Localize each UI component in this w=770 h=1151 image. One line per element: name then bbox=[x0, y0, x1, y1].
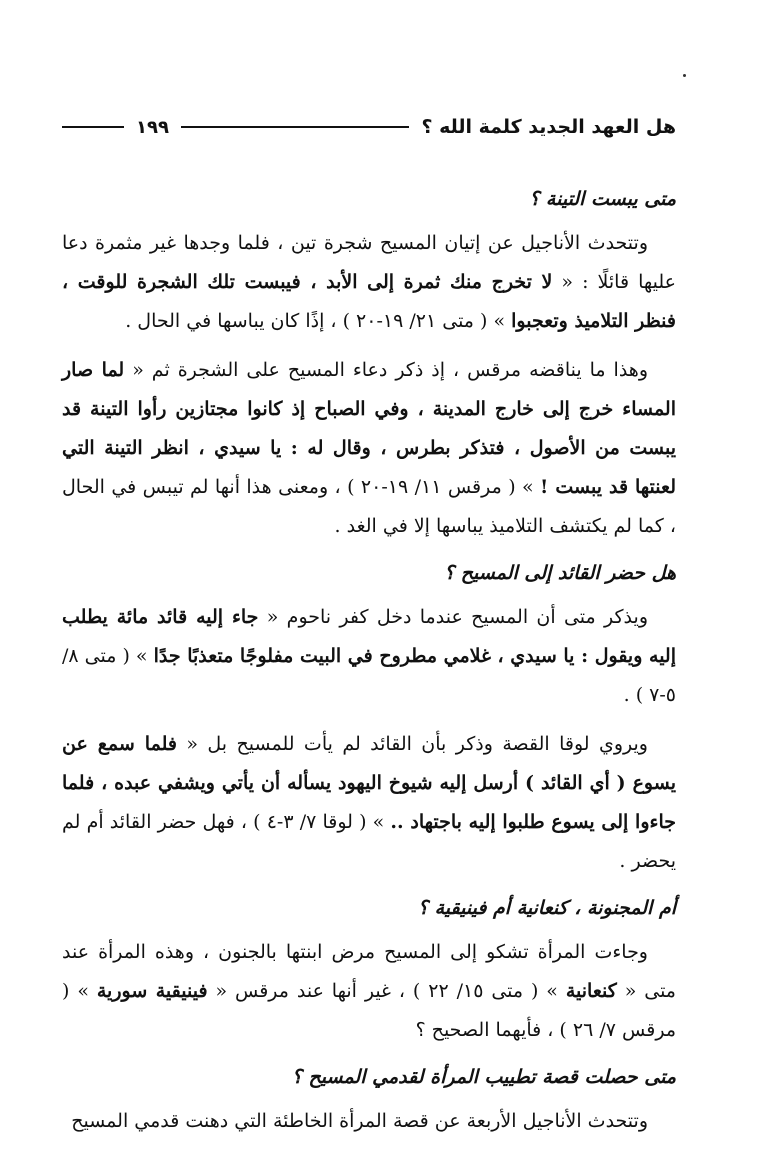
quoted-scripture: فينيقية سورية bbox=[96, 980, 208, 1002]
paragraph-text: ويروي لوقا القصة وذكر بأن القائد لم يأت للمسيح بل « bbox=[176, 733, 648, 755]
paragraph-text: وهذا ما يناقضه مرقس ، إذ ذكر دعاء المسيح على الشجرة ثم « bbox=[124, 359, 648, 381]
paragraph bbox=[62, 351, 676, 546]
paragraph bbox=[62, 224, 676, 341]
paragraph bbox=[62, 725, 676, 881]
page-body bbox=[62, 182, 676, 1151]
paragraph bbox=[62, 598, 676, 715]
paragraph-text: وتتحدث الأناجيل الأربعة عن قصة المرأة الخاطئة التي دهنت قدمي المسيح bbox=[71, 1110, 648, 1132]
section-heading: متى يبست التينة ؟ bbox=[529, 188, 676, 210]
section-heading: أم المجنونة ، كنعانية أم فينيقية ؟ bbox=[417, 897, 676, 919]
quoted-scripture: كنعانية bbox=[565, 980, 617, 1002]
paragraph-text: » ( متى ١٥/ ٢٢ ) ، غير أنها عند مرقس « bbox=[207, 980, 566, 1002]
paragraph-text: » ( مرقس ١١/ ١٩-٢٠ ) ، ومعنى هذا أنها لم تيبس في الحال ، كما لم يكتشف التلاميذ يباسها إلا في الغد . bbox=[62, 476, 676, 537]
quoted-scripture: لما صار المساء خرج إلى خارج المدينة ، وفي الصباح إذ كانوا مجتازين رأوا التينة قد يبست من الأصول ، فتذكر بطرس ، وقال له : يا سيدي ، انظر التينة التي لعنتها قد يبست ! bbox=[62, 359, 676, 498]
quoted-scripture: فلما سمع عن يسوع ( أي القائد ) أرسل إليه شيوخ اليهود يسأله أن يأتي ويشفي عبده ، فلما جاءوا إلى يسوع طلبوا إليه باجتهاد .. bbox=[62, 733, 676, 833]
paragraph-text: » ( مرقس ٧/ ٢٦ ) ، فأيهما الصحيح ؟ bbox=[62, 980, 676, 1041]
paragraph-text: » ( متى ٨/ ٥-٧ ) . bbox=[62, 645, 676, 706]
section-heading: متى حصلت قصة تطييب المرأة لقدمي المسيح ؟ bbox=[291, 1066, 676, 1088]
paragraph bbox=[62, 933, 676, 1050]
running-header bbox=[62, 110, 676, 144]
page-number: ١٩٩ bbox=[136, 116, 169, 138]
paragraph-text: ويذكر متى أن المسيح عندما دخل كفر ناحوم « bbox=[258, 606, 648, 628]
speck-mark bbox=[683, 74, 686, 77]
header-rule bbox=[181, 126, 409, 128]
paragraph-text: » ( متى ٢١/ ١٩-٢٠ ) ، إذًا كان يباسها في الحال . bbox=[125, 310, 512, 332]
paragraph-text: » ( لوقا ٧/ ٣-٤ ) ، فهل حضر القائد أم لم يحضر . bbox=[62, 811, 676, 872]
running-title: هل العهد الجديد كلمة الله ؟ bbox=[421, 116, 676, 138]
paragraph-text: وتتحدث الأناجيل عن إتيان المسيح شجرة تين ، فلما وجدها غير مثمرة دعا عليها قائلًا : « bbox=[62, 232, 676, 293]
header-rule-end bbox=[62, 126, 124, 128]
section-heading: هل حضر القائد إلى المسيح ؟ bbox=[444, 562, 676, 584]
quoted-scripture: لا تخرج منك ثمرة إلى الأبد ، فيبست تلك الشجرة للوقت ، فنظر التلاميذ وتعجبوا bbox=[62, 271, 676, 332]
paragraph-text: وجاءت المرأة تشكو إلى المسيح مرض ابنتها بالجنون ، وهذه المرأة عند متى « bbox=[62, 941, 676, 1002]
quoted-scripture: جاء إليه قائد مائة يطلب إليه ويقول : يا سيدي ، غلامي مطروح في البيت مفلوجًا متعذبًا جدًا bbox=[62, 606, 676, 667]
paragraph bbox=[62, 1102, 676, 1141]
